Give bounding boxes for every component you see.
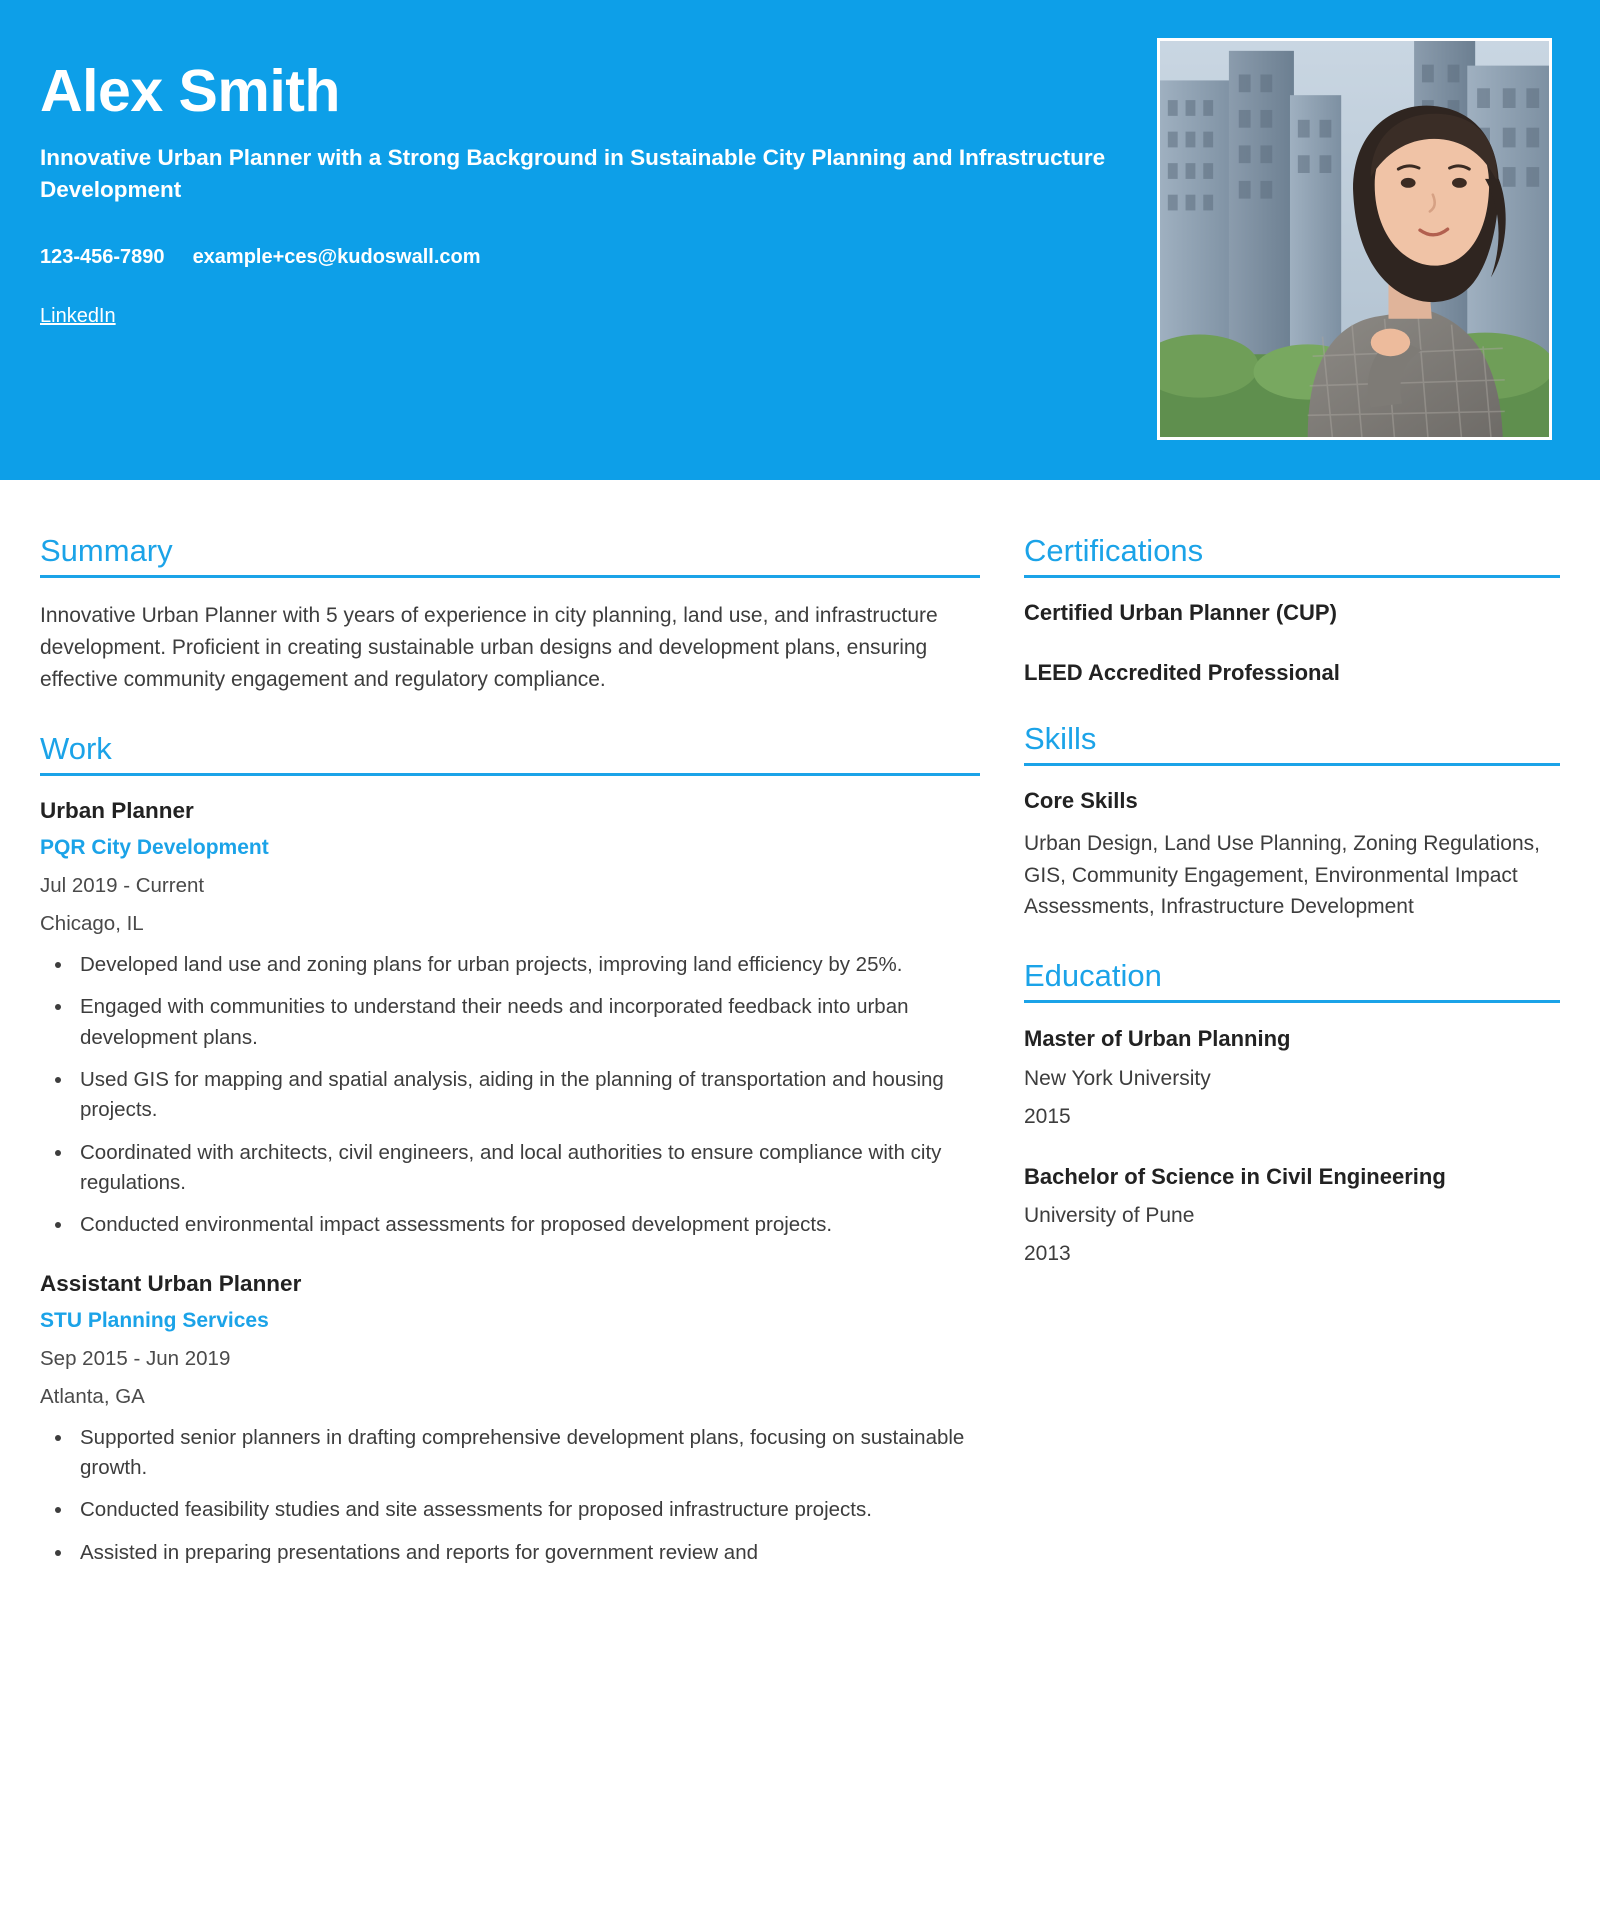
job-title: Urban Planner — [40, 798, 194, 824]
work-section — [40, 730, 980, 1568]
email-address[interactable]: example+ces@kudoswall.com — [192, 245, 481, 268]
job-bullet: • Assisted in preparing presentations and reports for government review and — [74, 1538, 980, 1568]
work-entry — [40, 1271, 980, 1568]
certifications-section — [1024, 532, 1560, 686]
section-divider — [1024, 1000, 1560, 1003]
section-divider — [40, 575, 980, 578]
job-company[interactable]: STU Planning Services — [40, 1308, 269, 1332]
job-bullet: • Conducted environmental impact assessments for proposed development projects. — [74, 1210, 980, 1240]
job-company[interactable]: PQR City Development — [40, 836, 269, 860]
section-divider — [1024, 763, 1560, 766]
education-school: University of Pune — [1024, 1204, 1195, 1228]
work-entry — [40, 798, 980, 1241]
education-entry — [1024, 1025, 1560, 1129]
job-bullet: • Supported senior planners in drafting comprehensive development plans, focusing on sustainable growth. — [74, 1423, 980, 1484]
certification-item: Certified Urban Planner (CUP) — [1024, 600, 1337, 626]
summary-text: Innovative Urban Planner with 5 years of experience in city planning, land use, and infrastructure development. Proficient in creating sustainable urban designs and development plans, ensuring effective community engagement and regulatory compliance. — [40, 604, 938, 691]
section-divider — [40, 773, 980, 776]
resume-header — [0, 0, 1600, 480]
job-bullet: • Engaged with communities to understand their needs and incorporated feedback into urban development plans. — [74, 992, 980, 1053]
main-column — [40, 532, 980, 1602]
resume-body — [0, 480, 1600, 1642]
job-bullet: • Used GIS for mapping and spatial analysis, aiding in the planning of transportation and housing projects. — [74, 1065, 980, 1126]
job-dates: Sep 2015 - Jun 2019 — [40, 1346, 231, 1370]
job-bullet: • Conducted feasibility studies and site assessments for proposed infrastructure projects. — [74, 1495, 980, 1525]
side-column — [1024, 532, 1560, 1300]
section-divider — [1024, 575, 1560, 578]
education-degree: Bachelor of Science in Civil Engineering — [1024, 1163, 1446, 1189]
education-year: 2015 — [1024, 1104, 1071, 1128]
page-title: Alex Smith — [40, 58, 340, 124]
header-tagline: Innovative Urban Planner with a Strong Background in Sustainable City Planning and Infrastructure Development — [40, 144, 1106, 202]
education-degree: Master of Urban Planning — [1024, 1026, 1291, 1052]
linkedin-link[interactable]: LinkedIn — [40, 304, 116, 327]
job-bullet: • Coordinated with architects, civil engineers, and local authorities to ensure compliance with city regulations. — [74, 1138, 980, 1199]
certifications-heading: Certifications — [1024, 533, 1204, 568]
job-title: Assistant Urban Planner — [40, 1270, 302, 1296]
contact-row — [40, 246, 1157, 269]
header-text-block — [40, 38, 1157, 328]
summary-section — [40, 532, 980, 696]
job-dates: Jul 2019 - Current — [40, 874, 205, 898]
job-bullet: • Developed land use and zoning plans for urban projects, improving land efficiency by 25%. — [74, 950, 980, 980]
job-bullet-list — [40, 1423, 980, 1568]
phone-number[interactable]: 123-456-7890 — [40, 245, 165, 268]
certification-item: LEED Accredited Professional — [1024, 660, 1340, 686]
skills-heading: Skills — [1024, 721, 1097, 757]
job-bullet-list — [40, 950, 980, 1241]
education-heading: Education — [1024, 957, 1162, 993]
education-year: 2013 — [1024, 1242, 1071, 1266]
summary-heading: Summary — [40, 533, 173, 568]
skill-group-body: Urban Design, Land Use Planning, Zoning Regulations, GIS, Community Engagement, Environmental Impact Assessments, Infrastructure Development — [1024, 832, 1540, 919]
skills-section — [1024, 720, 1560, 923]
job-location: Chicago, IL — [40, 912, 144, 936]
work-heading: Work — [40, 730, 112, 766]
education-section — [1024, 957, 1560, 1266]
skill-group-title: Core Skills — [1024, 788, 1138, 814]
headshot-illustration — [1160, 41, 1549, 437]
education-entry — [1024, 1163, 1560, 1267]
avatar — [1157, 38, 1552, 440]
job-location: Atlanta, GA — [40, 1384, 145, 1408]
education-school: New York University — [1024, 1066, 1211, 1090]
